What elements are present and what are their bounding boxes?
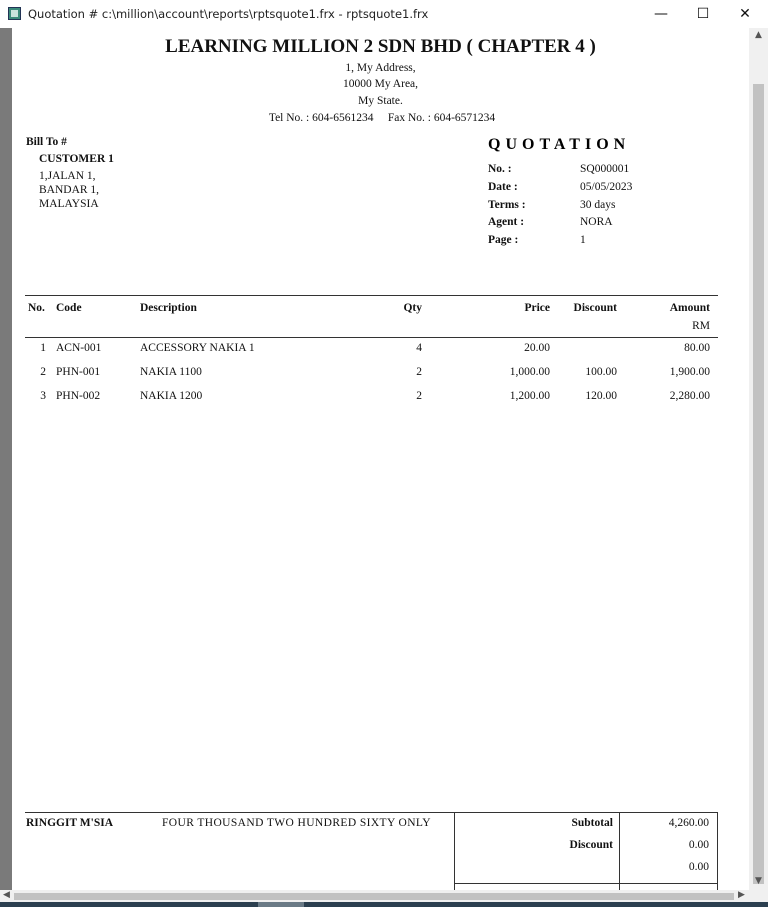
amount-in-words: FOUR THOUSAND TWO HUNDRED SIXTY ONLY [162,817,431,829]
quote-terms-value: 30 days [580,199,616,211]
col-header-currency: RM [692,320,710,332]
horizontal-scroll-thumb[interactable] [14,893,734,900]
col-header-qty: Qty [403,302,422,314]
company-address-1: 1, My Address, [345,62,416,74]
col-header-description: Description [140,302,197,314]
report-page [12,28,749,890]
minimize-button[interactable]: — [654,6,668,22]
company-name: LEARNING MILLION 2 SDN BHD ( CHAPTER 4 ) [165,36,596,57]
customer-name: CUSTOMER 1 [39,153,114,165]
row-discount: 100.00 [585,366,617,378]
row-qty: 2 [416,366,422,378]
subtotal-label: Subtotal [571,817,613,829]
quotation-title: QUOTATION [488,136,631,153]
row-code: PHN-002 [56,390,101,402]
row-amount: 80.00 [684,342,710,354]
quote-agent-value: NORA [580,216,613,228]
vertical-scroll-thumb[interactable] [753,84,764,884]
vertical-scrollbar[interactable] [749,28,768,890]
row-price: 1,000.00 [509,366,550,378]
quote-page-value: 1 [580,234,586,246]
row-amount: 1,900.00 [669,366,710,378]
scroll-left-icon[interactable]: ◀ [3,890,10,900]
taskbar-item[interactable] [258,902,304,907]
table-top-rule [25,295,718,296]
row-price: 1,200.00 [509,390,550,402]
company-phones: Tel No. : 604-6561234 Fax No. : 604-6571234 [268,112,496,124]
company-address-2: 10000 My Area, [342,78,419,90]
subtotal-value: 4,260.00 [668,817,709,829]
quote-terms-label: Terms : [488,199,526,211]
quote-page-label: Page : [488,234,519,246]
col-header-no: No. [28,302,45,314]
horizontal-scrollbar[interactable] [0,890,768,902]
tax-total-value: 0.00 [688,861,709,873]
col-header-code: Code [56,302,82,314]
discount-total-label: Discount [569,839,613,851]
report-app-icon [8,7,21,20]
row-description: ACCESSORY NAKIA 1 [140,342,255,354]
row-code: PHN-001 [56,366,101,378]
quote-no-value: SQ000001 [580,163,630,175]
customer-address-2: BANDAR 1, [39,184,100,196]
row-price: 20.00 [524,342,550,354]
row-no: 3 [40,390,46,402]
window-title: Quotation # c:\million\account\reports\rptsquote1.frx - rptsquote1.frx [28,7,429,21]
company-address-3: My State. [358,95,403,107]
row-qty: 2 [416,390,422,402]
taskbar-strip [0,902,768,907]
discount-total-value: 0.00 [688,839,709,851]
footer-top-rule [25,812,718,813]
totals-box-mid-border [619,812,620,890]
close-button[interactable]: ✕ [739,6,751,22]
quote-no-label: No. : [488,163,512,175]
quote-date-value: 05/05/2023 [580,181,633,193]
amount-in-words-label: RINGGIT M'SIA [26,817,114,829]
left-margin [0,28,12,890]
col-header-amount: Amount [669,302,710,314]
row-amount: 2,280.00 [669,390,710,402]
scroll-right-icon[interactable]: ▶ [738,890,745,900]
quote-date-label: Date : [488,181,518,193]
scroll-down-icon[interactable]: ▼ [755,876,762,886]
table-header-rule [25,337,718,338]
row-description: NAKIA 1200 [140,390,203,402]
col-header-price: Price [524,302,550,314]
quote-agent-label: Agent : [488,216,525,228]
bill-to-label: Bill To # [26,136,67,148]
totals-box-right-border [717,812,718,890]
customer-address-1: 1,JALAN 1, [39,170,96,182]
col-header-discount: Discount [573,302,617,314]
row-description: NAKIA 1100 [140,366,202,378]
maximize-button[interactable]: ☐ [696,6,710,22]
row-code: ACN-001 [56,342,102,354]
totals-box-left-border [454,812,455,890]
row-no: 1 [40,342,46,354]
totals-box-bottom-rule [454,883,718,884]
row-qty: 4 [416,342,422,354]
title-bar [0,0,768,28]
scroll-up-icon[interactable]: ▲ [755,30,762,40]
row-discount: 120.00 [585,390,617,402]
customer-address-3: MALAYSIA [39,198,99,210]
row-no: 2 [40,366,46,378]
